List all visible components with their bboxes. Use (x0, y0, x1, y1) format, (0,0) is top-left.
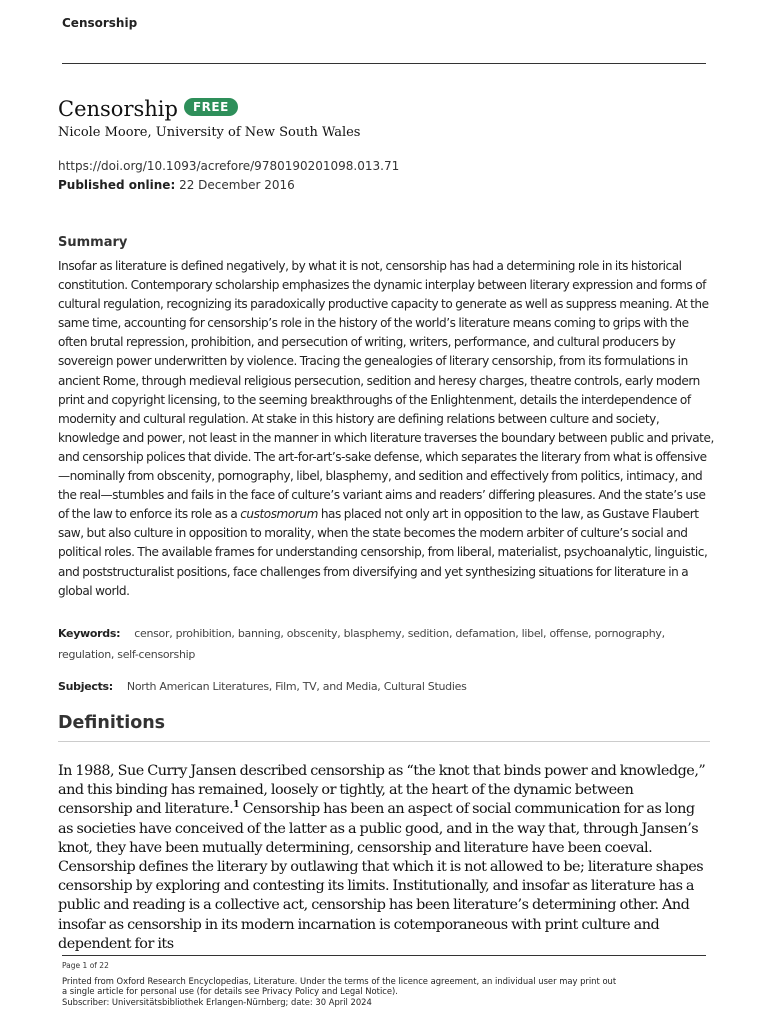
section-heading-definitions: Definitions (58, 713, 166, 733)
subjects-row (58, 680, 467, 693)
free-badge: FREE (184, 98, 238, 116)
running-header-title: Censorship (62, 16, 138, 30)
summary-text-part: Insofar as literature is defined negatively, by what it is not, censorship has had a determining role in its historical constitution. Contemporary scholarship emphasizes the dynamic interplay between literary expression and forms of cultural regulation, recognizing its paradoxically productive capacity to generate as well as suppress meaning. At the same time, accounting for censorship’s role in the history of the world’s literature means coming to grips with the often brutal repression, prohibition, and persecution of writing, writers, performance, and cultural producers by sovereign power underwritten by violence. Tracing the genealogies of literary censorship, from its formulations in ancient Rome, through medieval religious persecution, sedition and heresy charges, theatre controls, early modern print and copyright licensing, to the seeming breakthroughs of the Enlightenment, details the interdependence of modernity and cultural regulation. At stake in this history are defining relations between culture and society, knowledge and power, not least in the manner in which literature traverses the boundary between public and private, and censorship polices that divide. The art-for-art’s-sake defense, which separates the literary from what is offensive—nominally from obscenity, pornography, libel, blasphemy, and sedition and effectively from politics, intimacy, and the real—stumbles and fails in the face of culture’s variant aims and readers’ differing pleasures. And the state’s use of the law to enforce its role as a (58, 259, 714, 522)
footer-line: Subscriber: Universitätsbibliothek Erlangen-Nürnberg; date: 30 April 2024 (62, 996, 372, 1007)
body-paragraph (58, 762, 708, 954)
published-date (58, 178, 295, 192)
body-text-part: In 1988, Sue Curry Jansen described censorship as “the knot that binds power and knowledge,” and this binding has remained, loosely or tightly, at the heart of the dynamic between censorship and literature. (58, 763, 706, 818)
article-title: Censorship (58, 97, 178, 121)
summary-text-part: has placed not only art in opposition to the law, as Gustave Flaubert saw, but also culture in opposition to morality, when the state becomes the modern arbiter of culture’s social and political roles. The available frames for understanding censorship, from liberal, materialist, psychoanalytic, linguistic, and poststructuralist positions, face challenges from diversifying and yet synthesizing situations for literature in a global world. (58, 507, 708, 598)
published-value: 22 December 2016 (179, 178, 295, 192)
keywords-list[interactable]: censor, prohibition, banning, obscenity, blasphemy, sedition, defamation, libel, offense, pornography, regulation, self-censorship (58, 627, 665, 661)
keywords-row (58, 623, 714, 665)
summary-text (58, 257, 714, 601)
doi-link[interactable]: https://doi.org/10.1093/acrefore/9780190201098.013.71 (58, 159, 400, 173)
footer-line: Printed from Oxford Research Encyclopedias, Literature. Under the terms of the licence agreement, an individual user may print out (62, 976, 617, 986)
article-title-row (58, 97, 238, 121)
footer-notice (62, 976, 712, 1007)
footer-divider (62, 955, 706, 956)
section-divider (58, 741, 710, 742)
body-text-part: Censorship has been an aspect of social communication for as long as societies have conceived of the latter as a public good, and in the way that, through Jansen’s knot, they have been mutually determining, censorship and literature have been coeval. Censorship defines the literary by outlawing that which it is not allowed to be; literature shapes censorship by exploring and contesting its limits. Institutionally, and insofar as literature has a public and reading is a collective act, censorship has been literature’s determining other. And insofar as censorship in its modern incarnation is cotemporaneous with print culture and dependent for its (58, 801, 704, 952)
summary-heading: Summary (58, 235, 128, 250)
page-number: Page 1 of 22 (62, 961, 109, 970)
header-divider (62, 63, 706, 64)
footer-line: a single article for personal use (for details see Privacy Policy and Legal Notice). (62, 986, 398, 997)
summary-italic-term: custosmorum (240, 507, 318, 522)
footnote-marker[interactable]: 1 (233, 800, 239, 811)
keywords-label: Keywords: (58, 627, 121, 640)
subjects-label: Subjects: (58, 680, 113, 693)
published-label: Published online: (58, 178, 176, 192)
article-author: Nicole Moore, University of New South Wales (58, 125, 361, 140)
subjects-list[interactable]: North American Literatures, Film, TV, and Media, Cultural Studies (126, 680, 467, 693)
